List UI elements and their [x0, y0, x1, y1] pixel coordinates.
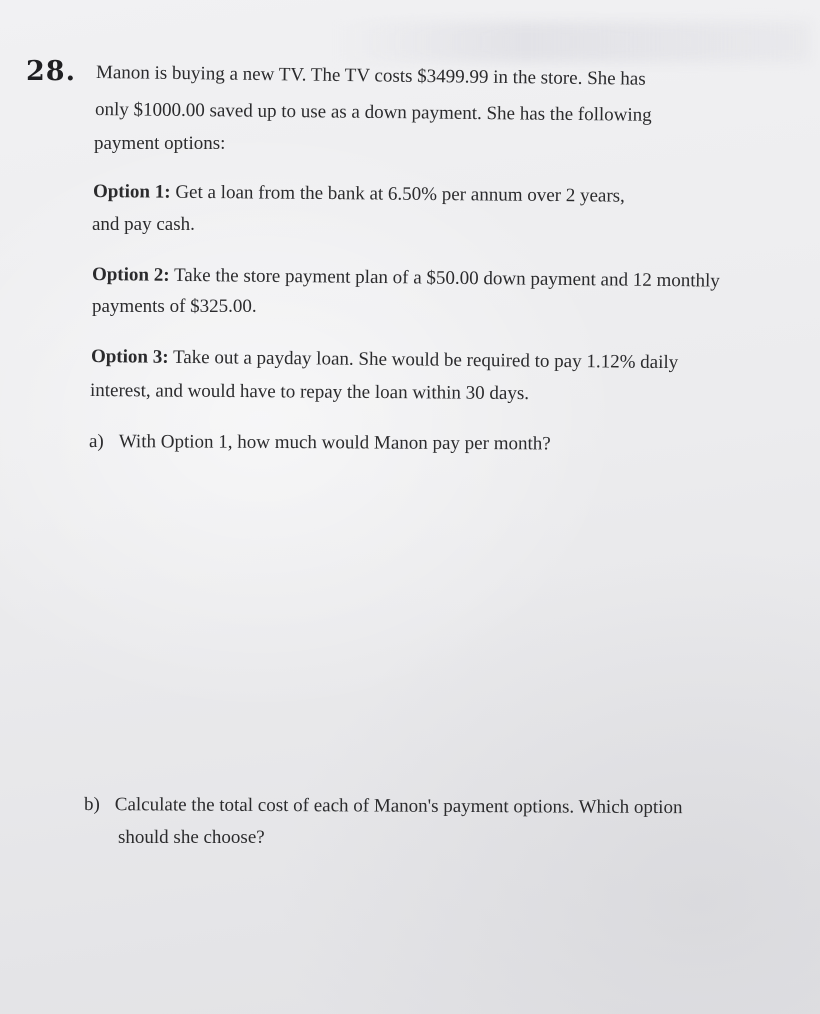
option-2-line-2: payments of $325.00. [92, 296, 257, 317]
question-number: 28. [26, 56, 76, 87]
show-through-text [330, 22, 810, 62]
option-2-text: Take the store payment plan of a $50.00 down payment and 12 monthly [169, 264, 720, 292]
option-1-text: Get a loan from the bank at 6.50% per annum over 2 years, [170, 181, 625, 207]
part-b-line-1 [84, 794, 683, 819]
option-2-label: Option 2: [91, 264, 170, 286]
option-3-line-1 [91, 346, 678, 374]
option-3-label: Option 3: [90, 346, 169, 368]
option-2-line-1 [92, 264, 720, 293]
option-3-line-2: interest, and would have to repay the loan within 30 days. [89, 380, 530, 405]
option-1-line-1 [93, 181, 625, 208]
part-b-question: Calculate the total cost of each of Manon's payment options. Which option [114, 794, 683, 819]
option-3-text: Take out a payday loan. She would be required to pay 1.12% daily [168, 346, 679, 374]
part-a-question: With Option 1, how much would Manon pay per month? [118, 431, 551, 455]
part-b-line-2: should she choose? [118, 827, 265, 848]
option-1-line-2: and pay cash. [92, 214, 195, 235]
part-b-letter: b) [83, 794, 100, 816]
intro-line-3: payment options: [94, 133, 226, 154]
option-1-label: Option 1: [92, 181, 171, 203]
intro-line-2: only $1000.00 saved up to use as a down payment. She has the following [94, 99, 652, 126]
part-a-line-1 [89, 431, 551, 455]
part-a-letter: a) [88, 431, 104, 453]
intro-line-1: Manon is buying a new TV. The TV costs $3499.99 in the store. She has [95, 62, 646, 90]
